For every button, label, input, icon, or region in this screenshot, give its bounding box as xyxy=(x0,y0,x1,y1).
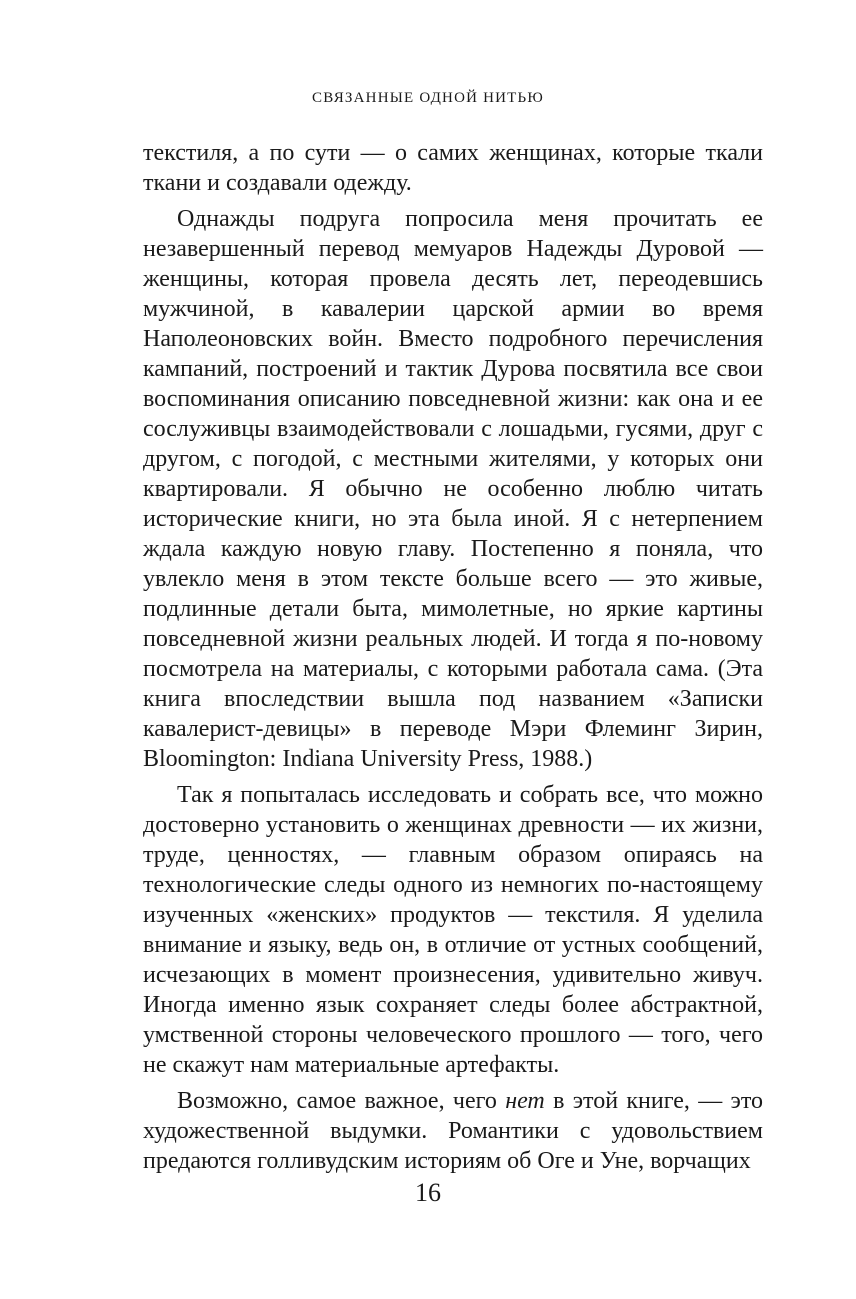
page-number: 16 xyxy=(415,1178,441,1207)
paragraph-3: Так я попыталась исследовать и собрать все, что можно достоверно установить о женщинах древности — их жизни, труде, ценностях, — главным образом опираясь на технологические следы одного из немногих по-настоящему изученных «женских» продуктов — текстиля. Я уделила внимание и языку, ведь он, в отличие от устных сообщений, исчезающих в момент произнесения, удивительно живуч. Иногда именно язык сохраняет следы более абстрактной, умственной стороны человеческого прошлого — того, чего не скажут нам материальные артефакты. xyxy=(143,782,763,1078)
paragraph-4 xyxy=(143,1086,763,1176)
paragraph-4-emphasis: нет xyxy=(505,1088,545,1114)
paragraph-1: текстиля, а по сути — о самих женщинах, которые ткали ткани и создавали одежду. xyxy=(143,140,763,196)
paragraph-4-start: Возможно, самое важное, чего xyxy=(177,1088,506,1114)
paragraph-4-end: в этой книге, — это художественной выдумки. Романтики с удовольствием предаются голливудским историям об Оге и Уне, ворчащих xyxy=(143,1088,764,1174)
running-head: СВЯЗАННЫЕ ОДНОЙ НИТЬЮ xyxy=(312,90,544,106)
paragraph-2: Однажды подруга попросила меня прочитать ее незавершенный перевод мемуаров Надежды Дуровой — женщины, которая провела десять лет, переодевшись мужчиной, в кавалерии царской армии во время Наполеоновских войн. Вместо подробного перечисления кампаний, построений и тактик Дурова посвятила все свои воспоминания описанию повседневной жизни: как она и ее сослуживцы взаимодействовали с лошадьми, гусями, друг с другом, с погодой, с местными жителями, у которых они квартировали. Я обычно не особенно люблю читать исторические книги, но эта была иной. Я с нетерпением ждала каждую новую главу. Постепенно я поняла, что увлекло меня в этом тексте больше всего — это живые, подлинные детали быта, мимолетные, но яркие картины повседневной жизни реальных людей. И тогда я по-новому посмотрела на материалы, с которыми работала сама. (Эта книга впоследствии вышла под названием «Записки кавалерист-девицы» в переводе Мэри Флеминг Зирин, Bloomington: Indiana University Press, 1988.) xyxy=(143,206,763,772)
body-text xyxy=(143,138,763,1176)
